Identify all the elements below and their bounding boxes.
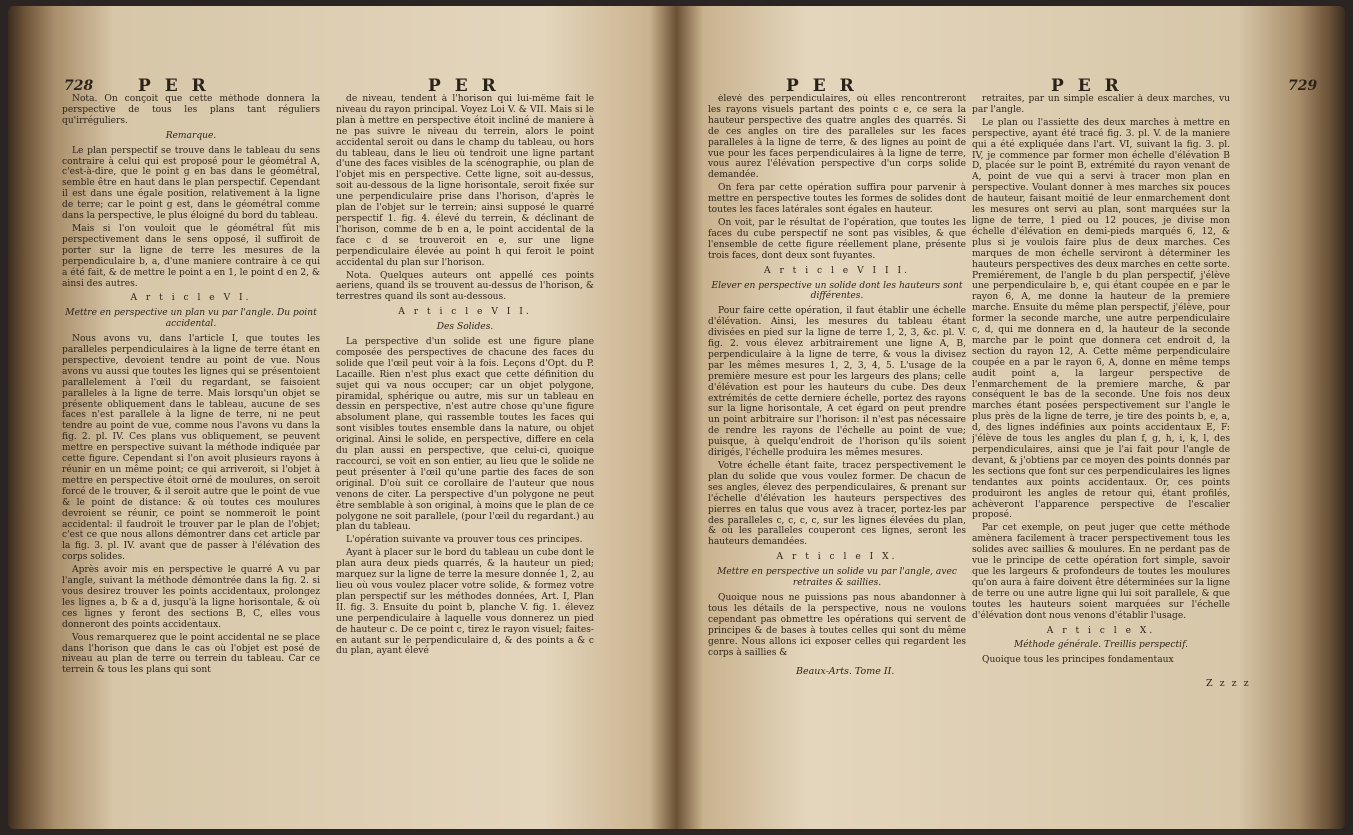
paragraph: Nous avons vu, dans l'article I, que toutes les paralleles perpendiculaires à la ligne de terre étant en perspective, devoient tendre au point de vue. Nous avons vu aussi que toutes les lignes qui se présentoient parallelement à l'œil du regardant, se faisoient paralleles à la ligne de terre. Mais lorsqu'un objet se présente obliquement dans le tableau, aucune de ses faces n'est parallele à la ligne de terre, ni ne peut tendre au point de vue, comme nous l'avons vu dans la fig. 2. pl. IV. Ces plans vus obliquement, se peuvent mettre en perspective suivant la méthode indiquée par cette figure. Cependant si l'on avoit plusieurs rayons à réunir en un même point; ce qui arriveroit, si l'objet à mettre en perspective étoit orné de moulures, on seroit forcé de le trouver, & il seroit autre que le point de vue & le point de distance: & où toutes ces moulures devroient se réunir, ce point se nommeroit le point accidental: il faudroit le trouver par le plan de l'objet; c'est ce que nous allons démontrer dans cet article par la fig. 3. pl. IV. avant que de passer à l'élévation des corps solides.	[62, 334, 320, 563]
section-heading: Méthode générale. Treillis perspectif.	[1013, 640, 1189, 651]
paragraph: Nota. On conçoit que cette méthode donnera la perspective de tous les plans tant réguliers qu'irréguliers.	[62, 94, 320, 126]
right-page	[676, 6, 1345, 829]
left-column-1	[62, 94, 320, 678]
right-column-1	[708, 94, 966, 660]
section-heading: Mettre en perspective un plan vu par l'angle. Du point accidental.	[65, 308, 317, 330]
paragraph: On fera par cette opération suffira pour parvenir à mettre en perspective toutes les formes de solides dont toutes les faces latérales sont égales en hauteur.	[708, 183, 966, 216]
section-heading: A r t i c l e I X.	[776, 552, 898, 563]
paragraph: retraites, par un simple escalier à deux marches, vu par l'angle.	[972, 94, 1230, 115]
paragraph: Quoique nous ne puissions pas nous abandonner à tous les détails de la perspective, nous ne voulons cependant pas obmettre les opérations qui servent de principes & de bases à toutes celles qui sont du même genre. Nous allons ici exposer celles qui regardent les corps à saillies &	[708, 592, 966, 658]
paragraph: On voit, par le résultat de l'opération, que toutes les faces du cube perspectif ne sont pas visibles, & que l'ensemble de cette figure réellement plane, présente trois faces, dont deux sont fuyantes.	[708, 217, 966, 261]
right-running-head-1: P E R	[786, 76, 858, 96]
section-heading: A r t i c l e V I I.	[398, 307, 532, 318]
section-heading: A r t i c l e V I.	[130, 293, 252, 304]
right-page-number: 729	[1288, 78, 1318, 94]
section-heading: A r t i c l e X.	[1046, 625, 1156, 636]
paragraph: Par cet exemple, on peut juger que cette méthode amènera facilement à tracer perspectivement tous les solides avec saillies & moulures. En ne perdant pas de vue le principe de cette opération fort simple, savoir que les largeurs & profondeurs de toutes les moulures qu'on aura à faire doivent être déterminées sur la ligne de terre ou une autre ligne qui lui soit parallele, & que toutes les hauteurs soient marquées sur l'échelle d'élévation dont nous venons d'établir l'usage.	[972, 523, 1230, 621]
left-column-2	[336, 94, 594, 659]
right-running-head-2: P E R	[1051, 76, 1123, 96]
section-heading: Des Solides.	[436, 322, 494, 333]
section-heading: A r t i c l e V I I I.	[763, 265, 910, 276]
section-heading: Remarque.	[165, 130, 217, 141]
signature-mark: Z z z z	[1206, 678, 1251, 689]
paragraph: L'opération suivante va prouver tous ces principes.	[346, 535, 583, 546]
left-running-head-2: P E R	[428, 76, 500, 96]
open-book-spread	[8, 6, 1345, 829]
paragraph: Le plan perspectif se trouve dans le tableau du sens contraire à celui qui est proposé pour le géométral A, c'est-à-dire, que le point g en bas dans le géométral, semble être en haut dans le plan perspectif. Cependant il est dans une égale position, relativement à la ligne de terre; car le point g est, dans le géométral comme dans la perspective, le plus éloigné du bord du tableau.	[62, 145, 320, 222]
left-running-head-1: P E R	[138, 76, 210, 96]
paragraph: de niveau, tendent à l'horison qui lui-même fait le niveau du rayon principal. Voyez Loi V. & VII. Mais si le plan à mettre en perspective étoit incliné de maniere à ne pas suivre le niveau du terrein, alors le point accidental seroit ou dans le champ du tableau, ou hors du tableau, dans le lieu où tendroit une ligne partant d'une des faces visibles de la scénographie, ou plan de l'objet mis en perspective. Cette ligne, soit au-dessus, soit au-dessous de la ligne horisontale, seroit fixée sur une perpendiculaire prise dans l'horison, d'après le plan de l'objet sur le terrein; ainsi supposé le quarré perspectif 1. fig. 4. élevé du terrein, & déclinant de l'horison, comme de b en a, le point accidental de la face c d se trouveroit en e, sur une ligne perpendiculaire élevée au point h qui feroit le point accidental du plan sur l'horison.	[336, 94, 594, 268]
paragraph: Mais si l'on vouloit que le géométral fût mis perspectivement dans le sens opposé, il suffiroit de porter sur la ligne de terre les mesures de la perpendiculaire b, a, d'une maniere contraire à ce qui a été fait, & de mettre le point a en 1, le point d en 2, & ainsi des autres.	[62, 223, 320, 289]
left-page-number: 728	[64, 78, 94, 94]
paragraph: Votre échelle étant faite, tracez perspectivement le plan du solide que vous voulez former. De chacun de ses angles, élevez des perpendiculaires, & prenant sur l'échelle d'élévation les hauteurs perspectives des pierres en talus que vous avez à tracer, portez-les par des paralleles c, c, c, c, sur les lignes élevées du plan, & où les paralleles couperont ces lignes, seront les hauteurs demandées.	[708, 461, 966, 548]
paragraph: Quoique tous les principes fondamentaux	[982, 655, 1174, 666]
right-column-2	[972, 94, 1230, 678]
paragraph: élevé des perpendiculaires, où elles rencontreront les rayons visuels partant des points c e, ce sera la hauteur perspective des quatre angles des quarrés. Si de ces angles on tire des paralleles sur les faces paralleles à la ligne de terre, & des lignes au point de vue pour les faces perpendiculaires à la ligne de terre, vous aurez l'élévation perspective d'un corps solide demandée.	[708, 94, 966, 181]
section-heading: Mettre en perspective un solide vu par l'angle, avec retraites & saillies.	[717, 567, 957, 589]
left-page	[8, 6, 676, 829]
paragraph: Vous remarquerez que le point accidental ne se place dans l'horison que dans le cas où l'objet est posé de niveau au plan de terre ou terrein du tableau. Car ce terrein & tous les plans qui sont	[62, 632, 320, 676]
section-heading: Elever en perspective un solide dont les hauteurs sont différentes.	[711, 280, 963, 302]
paragraph: Ayant à placer sur le bord du tableau un cube dont le plan aura deux pieds quarrés, & la hauteur un pied; marquez sur la ligne de terre la mesure donnée 1, 2, au lieu où vous voulez placer votre solide, & formez votre plan perspectif sur les méthodes données, Art. I, Plan II. fig. 3. Ensuite du point b, planche V. fig. 1. élevez une perpendiculaire à laquelle vous donnerez un pied de hauteur c. De ce point c, tirez le rayon visuel; faites-en autant sur le perpendiculaire d, & des points a & c du plan, ayant élevé	[336, 548, 594, 657]
paragraph: Pour faire cette opération, il faut établir une échelle d'élévation. Ainsi, les mesures du tableau étant divisées en pied sur la ligne de terre 1, 2, 3, &c. pl. V. fig. 2. vous élevez arbitrairement une ligne A, B, perpendiculaire à la ligne de terre, & vous la divisez par les mêmes mesures 1, 2, 3, 4, 5. L'usage de la première mesure est pour les largeurs des plans; celle d'élévation est pour les hauteurs du cube. Des deux extrémités de cette derniere échelle, portez des rayons sur la ligne horisontale, A cet égard on peut prendre un point arbitraire sur l'horison: il n'est pas nécessaire de rendre les rayons de l'échelle au point de vue; puisque, à quelqu'endroit de l'horison qu'ils soient dirigés, l'échelle produira les mêmes mesures.	[708, 306, 966, 459]
paragraph: Après avoir mis en perspective le quarré A vu par l'angle, suivant la méthode démontrée dans la fig. 2. si vous desirez trouver les points accidentaux, prolongez les lignes a, b & a d, jusqu'à la ligne horisontale, & où ces lignes y feront des sections B, C, elles vous donneront des points accidentaux.	[62, 565, 320, 630]
paragraph: Nota. Quelques auteurs ont appellé ces points aeriens, quand ils se trouvent au-dessus de l'horison, & terrestres quand ils sont au-dessous.	[336, 270, 594, 303]
paragraph: La perspective d'un solide est une figure plane composée des perspectives de chacune des faces du solide que l'œil peut voir à la fois. Leçons d'Opt. du P. Lacaille. Rien n'est plus exact que cette définition du sujet qui va nous occuper; car un objet polygone, piramidal, sphérique ou autre, mis sur un tableau en dessin en perspective, n'est autre chose qu'une figure absolument plane, qui rassemble toutes les faces qui sont visibles toutes ensemble dans la nature, ou objet original. Ainsi le solide, en perspective, differe en cela du plan aussi en perspective, que celui-ci, quoique raccourci, se voit en son entier, au lieu que le solide ne peut présenter à l'œil qu'une partie des faces de son original. D'où suit ce corollaire de l'auteur que nous venons de citer. La perspective d'un polygone ne peut être semblable à son original, à moins que le plan de ce polygone ne soit parallele, (pour l'œil du regardant.) au plan du tableau.	[336, 337, 594, 533]
footer-signature-title: Beaux-Arts. Tome II.	[796, 666, 895, 677]
paragraph: Le plan ou l'assiette des deux marches à mettre en perspective, ayant été tracé fig. 3. pl. V. de la maniere qui a été expliquée dans l'art. VI, suivant la fig. 3. pl. IV, je commence par former mon échelle d'élévation B D, placée sur le point B, extrémité du rayon venant de A, point de vue qui a servi à tracer mon plan en perspective. Voulant donner à mes marches six pouces de hauteur, faisant moitié de leur enmarchement dont les mesures ont servi au plan, sont marquées sur la ligne de terre, 1 pied ou 12 pouces, je divise mon échelle d'élévation en demi-pieds marqués 6, 12, & plus si je voulois faire plus de deux marches. Ces marques de mon échelle serviront à déterminer les hauteurs perspectives des deux marches en cette sorte. Premiérement, de l'angle b du plan perspectif, j'élève une perpendiculaire b, e, qui étant coupée en e par le rayon 6, A, me donne la hauteur de la premiere marche. Ensuite du même plan perspectif, j'élève, pour former la seconde marche, une autre perpendiculaire c, d, qui me donnera en d, la hauteur de la seconde marche par le point que donnera cet endroit d, la section du rayon 12, A. Cette même perpendiculaire coupée en a par le rayon 6, A, donne en même temps audit point a, la largeur perspective de l'enmarchement de la premiere marche, & par conséquent le bas de la seconde. Une fois nos deux marches étant posées perspectivement sur l'angle le plus près de la ligne de terre, je tire des points b, e, a, d, des lignes indéfinies aux points accidentaux E, F: j'élève de tous les angles du plan f, g, h, i, k, l, des perpendiculaires, ainsi que je l'ai fait pour l'angle de devant, & j'obtiens par ce moyen des points donnés par les sections que font sur ces perpendiculaires les lignes tendantes aux points accidentaux. Or, ces points produiront les angles de retour qui, étant profilés, achèveront l'apparence perspective de l'escalier proposé.	[972, 117, 1230, 521]
